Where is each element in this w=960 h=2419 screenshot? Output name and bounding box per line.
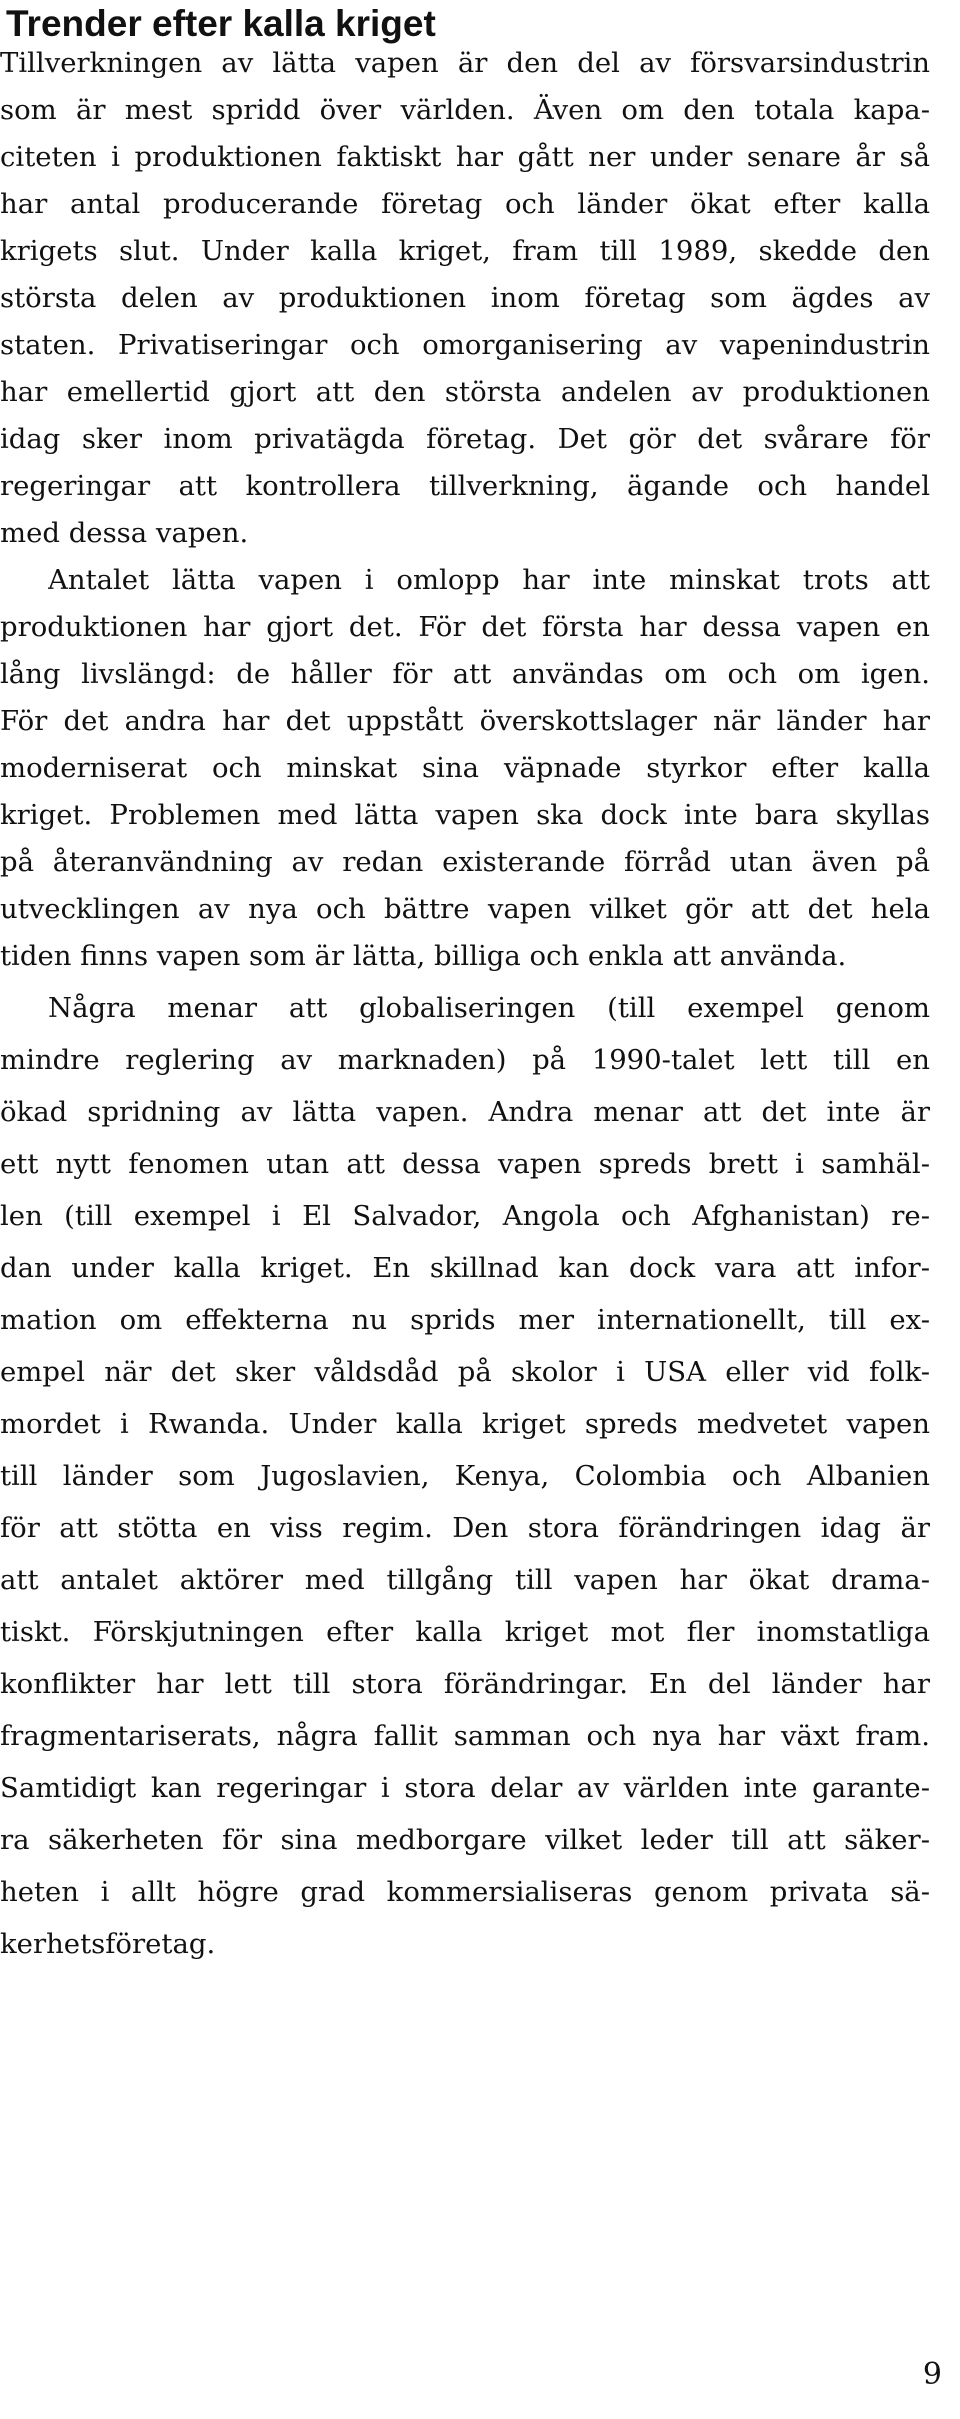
text-line: ökad spridning av lätta vapen. Andra menar att det inte är (0, 1096, 930, 1128)
text-line: lång livslängd: de håller för att användas om och om igen. (0, 658, 930, 690)
text-line: att antalet aktörer med tillgång till vapen har ökat drama- (0, 1564, 930, 1596)
text-line: krigets slut. Under kalla kriget, fram till 1989, skedde den (0, 235, 930, 267)
text-line: har antal producerande företag och länder ökat efter kalla (0, 188, 930, 220)
text-line: ett nytt fenomen utan att dessa vapen spreds brett i samhäl- (0, 1148, 930, 1180)
text-line: som är mest spridd över världen. Även om den totala kapa- (0, 94, 930, 126)
text-line: staten. Privatiseringar och omorganisering av vapenindustrin (0, 329, 930, 361)
section-heading: Trender efter kalla kriget (6, 3, 436, 44)
text-line: mation om effekterna nu sprids mer internationellt, till ex- (0, 1304, 930, 1336)
text-line: heten i allt högre grad kommersialiseras genom privata sä- (0, 1876, 930, 1908)
text-line: har emellertid gjort att den största andelen av produktionen (0, 376, 930, 408)
text-line: kerhetsföretag. (0, 1928, 216, 1960)
text-line: Samtidigt kan regeringar i stora delar av världen inte garante- (0, 1772, 930, 1804)
text-line: kriget. Problemen med lätta vapen ska dock inte bara skyllas (0, 799, 930, 831)
text-line: för att stötta en viss regim. Den stora förändringen idag är (0, 1512, 930, 1544)
text-line: på återanvändning av redan existerande förråd utan även på (0, 846, 930, 878)
text-line: len (till exempel i El Salvador, Angola och Afghanistan) re- (0, 1200, 930, 1232)
page-number: 9 (922, 2357, 942, 2392)
text-line: empel när det sker våldsdåd på skolor i USA eller vid folk- (0, 1356, 930, 1388)
text-line: moderniserat och minskat sina väpnade styrkor efter kalla (0, 752, 930, 784)
text-line: Några menar att globaliseringen (till exempel genom (48, 992, 930, 1024)
text-line: citeten i produktionen faktiskt har gått ner under senare år så (0, 141, 930, 173)
text-line: produktionen har gjort det. För det första har dessa vapen en (0, 611, 930, 643)
text-line: Tillverkningen av lätta vapen är den del av försvarsindustrin (0, 47, 930, 79)
text-line: konflikter har lett till stora förändringar. En del länder har (0, 1668, 930, 1700)
text-line: till länder som Jugoslavien, Kenya, Colombia och Albanien (0, 1460, 930, 1492)
text-line: mindre reglering av marknaden) på 1990-talet lett till en (0, 1044, 930, 1076)
text-line: regeringar att kontrollera tillverkning, ägande och handel (0, 470, 930, 502)
text-line: största delen av produktionen inom företag som ägdes av (0, 282, 930, 314)
text-line: fragmentariserats, några fallit samman och nya har växt fram. (0, 1720, 930, 1752)
text-line: idag sker inom privatägda företag. Det gör det svårare för (0, 423, 930, 455)
text-line: tiden finns vapen som är lätta, billiga och enkla att använda. (0, 940, 847, 972)
text-line: utvecklingen av nya och bättre vapen vilket gör att det hela (0, 893, 930, 925)
text-line: tiskt. Förskjutningen efter kalla kriget mot fler inomstatliga (0, 1616, 930, 1648)
text-line: med dessa vapen. (0, 517, 249, 549)
text-line: För det andra har det uppstått överskottslager när länder har (0, 705, 930, 737)
text-line: dan under kalla kriget. En skillnad kan dock vara att infor- (0, 1252, 930, 1284)
text-line: mordet i Rwanda. Under kalla kriget spreds medvetet vapen (0, 1408, 930, 1440)
text-line: Antalet lätta vapen i omlopp har inte minskat trots att (48, 564, 930, 596)
text-line: ra säkerheten för sina medborgare vilket leder till att säker- (0, 1824, 930, 1856)
